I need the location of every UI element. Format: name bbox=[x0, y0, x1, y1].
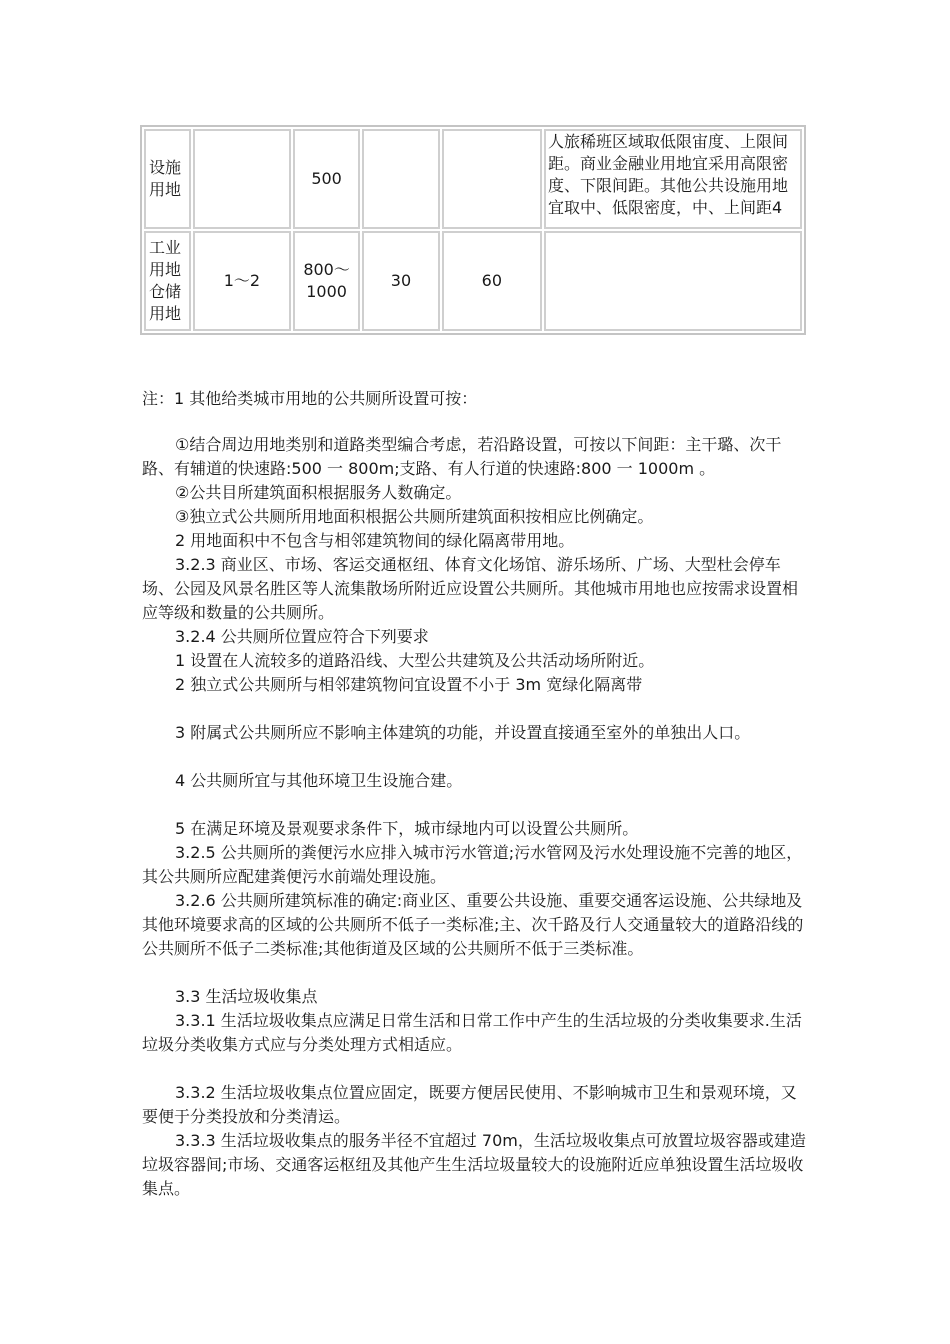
section-paragraph: 3.3.2 生活垃圾收集点位置应固定，既要方便居民使用、不影响城市卫生和景观环境，又要便于分类投放和分类清运。 bbox=[142, 1083, 797, 1126]
table-cell: 60 bbox=[442, 231, 542, 331]
note-paragraph: 2 用地面积中不包含与相邻建筑物间的绿化隔离带用地。 bbox=[175, 531, 575, 550]
table-cell: 800～1000 bbox=[293, 231, 360, 331]
table-cell bbox=[193, 129, 291, 229]
table-row bbox=[144, 231, 802, 331]
table-cell: 30 bbox=[362, 231, 440, 331]
section-paragraph: 3.2.6 公共厕所建筑标准的确定:商业区、重要公共设施、重要交通客运设施、公共绿地及其他环境要求高的区域的公共厕所不低子一类标准;主、次千路及行人交通量较大的道路沿线的公共厕所不低子二类标准;其他街道及区域的公共厕所不低于三类标准。 bbox=[142, 891, 804, 958]
cell-text: 设施用地 bbox=[149, 158, 182, 199]
list-item: 5 在满足环境及景观要求条件下，城市绿地内可以设置公共厕所。 bbox=[175, 819, 639, 838]
table-cell: 1～2 bbox=[193, 231, 291, 331]
section-paragraph: 3.3.3 生活垃圾收集点的服务半径不宜超过 70m，生活垃圾收集点可放置垃圾容器或建造垃圾容器间;市场、交通客运枢纽及其他产生生活垃圾量较大的设施附近应单独设置生活垃圾收集点。 bbox=[142, 1131, 806, 1198]
list-item: 4 公共厕所宜与其他环境卫生设施合建。 bbox=[175, 771, 463, 790]
table-cell-remark: 人旅稀班区域取低限宙度、上限间距。商业金融业用地宜采用高限密度、下限间距。其他公共设施用地宜取中、低限密度，中、上间距4 bbox=[544, 129, 802, 229]
list-item: 2 独立式公共厕所与相邻建筑物问宜设置不小于 3m 宽绿化隔离带 bbox=[175, 675, 643, 694]
note-heading: 注：1 其他给类城市用地的公共厕所设置可按： bbox=[142, 389, 478, 408]
table-cell-category bbox=[144, 231, 191, 331]
table-cell bbox=[362, 129, 440, 229]
table-cell-category bbox=[144, 129, 191, 229]
table-cell-remark bbox=[544, 231, 802, 331]
section-paragraph: 3.2.5 公共厕所的粪便污水应排入城市污水管道;污水管网及污水处理设施不完善的地区，其公共厕所应配建粪便污水前端处理设施。 bbox=[142, 843, 803, 886]
list-item: 3 附属式公共厕所应不影响主体建筑的功能，并设置直接通至室外的单独出人口。 bbox=[175, 723, 751, 742]
section-heading: 3.3 生活垃圾收集点 bbox=[175, 987, 318, 1006]
note-paragraph: ①结合周边用地类别和道路类型编合考虑，若沿路设置，可按以下间距：主干璐、次干路、有辅道的快速路:500 一 800m;支路、有人行道的快速路:800 一 1000m 。 bbox=[142, 435, 782, 478]
note-paragraph: ②公共目所建筑面积根据服务人数确定。 bbox=[175, 483, 462, 502]
table-cell: 500 bbox=[293, 129, 360, 229]
list-item: 1 设置在人流较多的道路沿线、大型公共建筑及公共活动场所附近。 bbox=[175, 651, 655, 670]
section-paragraph: 3.3.1 生活垃圾收集点应满足日常生活和日常工作中产生的生活垃圾的分类收集要求.生活垃圾分类收集方式应与分类处理方式相适应。 bbox=[142, 1011, 802, 1054]
cell-text: 工业用地仓储用地 bbox=[149, 238, 182, 323]
notes-section bbox=[142, 387, 812, 1201]
table-row bbox=[144, 129, 802, 229]
table-cell bbox=[442, 129, 542, 229]
land-use-table bbox=[140, 125, 806, 335]
section-paragraph: 3.2.3 商业区、市场、客运交通枢纽、体育文化场馆、游乐场所、广场、大型杜会停车场、公园及风景名胜区等人流集散场所附近应设置公共厕所。其他城市用地也应按需求设置相应等级和数量的公共厕所。 bbox=[142, 555, 799, 622]
note-paragraph: ③独立式公共厕所用地面积根据公共厕所建筑面积按相应比例确定。 bbox=[175, 507, 654, 526]
section-paragraph: 3.2.4 公共厕所位置应符合下列要求 bbox=[175, 627, 429, 646]
